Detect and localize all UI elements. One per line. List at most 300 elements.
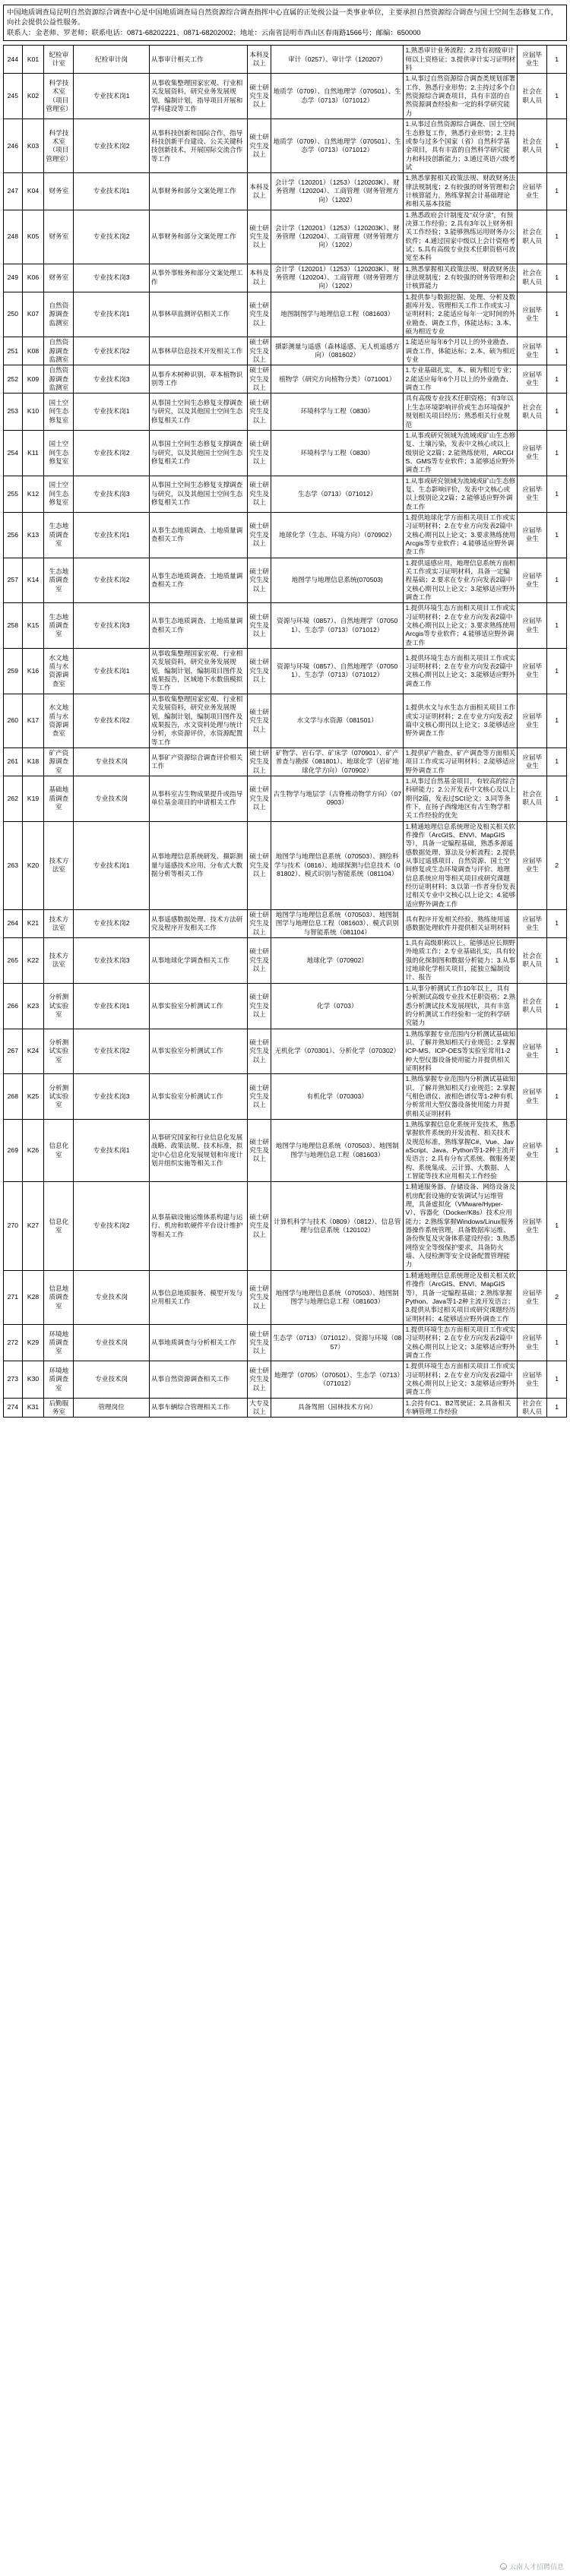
row-duty: 从事自然资源调查相关工作 [149, 1361, 247, 1398]
row-edu: 硕士研究生及以上 [248, 337, 271, 365]
row-count: 2 [547, 1270, 567, 1324]
row-no: 270 [4, 1182, 23, 1270]
row-major: 地图学与地理信息系统（070503）、地图制图学与地理信息工程（081603） [271, 1270, 404, 1324]
table-row [4, 74, 567, 119]
row-count: 1 [547, 1324, 567, 1361]
row-type: 社会在职人员 [518, 1398, 547, 1418]
row-code: K25 [22, 1074, 44, 1120]
row-title: 专业技术岗1 [74, 983, 150, 1029]
row-edu: 硕士研究生及以上 [248, 603, 271, 649]
table-row [4, 649, 567, 694]
row-type: 应届毕业生 [518, 173, 547, 210]
row-code: K21 [22, 910, 44, 938]
row-no: 262 [4, 776, 23, 821]
row-other: 1.熟悉掌握相关政策法规、财政财务法律法规制度；2.有较强的财务管理和会计核算能力 [404, 264, 518, 292]
row-other: 1.从事过自然资源综合调查类规划部署工作，熟悉行业形势；2.主持过多个自然资源综合调查项目，具有丰富的自然资源调查经验和一定的科学研究能力 [404, 74, 518, 119]
row-code: K31 [22, 1398, 44, 1418]
row-duty: 从事科室古生物成果提升或指导单位基金项目的申请相关工作 [149, 776, 247, 821]
row-other: 1.熟悉审计业务流程；2.持有初级审计师以上资格证；3.提供审计实习证明材料 [404, 46, 518, 74]
row-duty: 从事科技创新和国际合作，指导科技创新平台建设、公关关键科技创新技术，开展国际交流合作等工作 [149, 119, 247, 173]
row-edu: 硕士研究生及以上 [248, 512, 271, 558]
row-major: 地质学（0709）、自然地理学（070501）、生态学（0713）（071012） [271, 119, 404, 173]
row-other: 1.从事过自然资源综合调查、国土空间生态修复工作，熟悉行业形势；2.主持或参与过多个国家（省）自然科学基金项目，具有丰富的自然科学研究能力和科技创新能力；3.通过英语六级考试 [404, 119, 518, 173]
row-major: 资源与环境（0857）、自然地理学（070501）、生态学（0713）（071012） [271, 603, 404, 649]
row-dept: 技术方法室 [44, 821, 74, 909]
row-no: 267 [4, 1029, 23, 1074]
row-edu: 硕士研究生及以上 [248, 476, 271, 512]
row-major: 摄影测量与遥感（森林遥感、无人机遥感方向）（081602） [271, 337, 404, 365]
row-type: 社会在职人员 [518, 74, 547, 119]
row-type: 社会在职人员 [518, 210, 547, 264]
row-major: 审计（0257）、审计学（120207） [271, 46, 404, 74]
row-type: 应届毕业生 [518, 1029, 547, 1074]
row-other: 1.提供环境生态方面相关项目工作或实习证明材料；2.在专业方向发表2篇中文核心期刊以上论文；3.能够适应野外调查工作 [404, 1324, 518, 1361]
row-type: 社会在职人员 [518, 938, 547, 984]
row-major: 有机化学（070303） [271, 1074, 404, 1120]
row-no: 273 [4, 1361, 23, 1398]
row-code: K06 [22, 264, 44, 292]
row-duty: 从事林草信息技术开发相关工作 [149, 337, 247, 365]
row-code: K13 [22, 512, 44, 558]
row-no: 248 [4, 210, 23, 264]
table-row [4, 694, 567, 748]
row-dept: 分析测试实验室 [44, 983, 74, 1029]
row-other: 1.从事分析测试工作10年以上，具有分析测试高级专业技术任职资格；2.熟悉分析测试技术发展现状，具有丰富的分析测试工作经验和一定的科学研究能力 [404, 983, 518, 1029]
table-row [4, 173, 567, 210]
row-other: 1.提供遥感应用，地理信息系统方面相关工作或实习证明材料，具备一定编程基础；2.要求在专业方向发表2篇中文核心期刊以上论文；3.能够适应野外调查工作 [404, 558, 518, 603]
row-other: 1.熟练掌握专业范围内分析测试基础知识、了解并熟知相关行业规范；2.掌握气相色谱仪、液相色谱仪等1-2种有机分析常用大型仪器设备使用能力并提供相关证明材料 [404, 1074, 518, 1120]
row-other: 1.熟练掌握信息化系统开发技术，熟悉掌握软件系统的开发流程、相关技术及规范标准，熟练掌握C#、Vue、JavaScript、Java、Python等1-2种主流开发语言；2.具有分布式系统、微服务架构、系统集成、云计算、大数据、人工智能等技术应用相关工作经验 [404, 1119, 518, 1181]
row-code: K24 [22, 1029, 44, 1074]
row-dept: 水文地质与水资源调查室 [44, 694, 74, 748]
row-duty: 从事外事账务和部分文案处理工作 [149, 264, 247, 292]
row-major: 水文学与水资源（081501） [271, 694, 404, 748]
row-other: 1.从事或研究领域为流域或矿山生态修复、生态影响评价，发表中文核心或以上级别论文2篇；2.能够适应野外调查工作 [404, 476, 518, 512]
row-duty: 从事车辆综合管理相关工作 [149, 1398, 247, 1418]
row-duty: 从事地质调查与分析相关工作 [149, 1324, 247, 1361]
row-duty: 从事实验室分析测试工作 [149, 1074, 247, 1120]
row-dept: 信息化室 [44, 1119, 74, 1181]
row-code: K04 [22, 173, 44, 210]
row-title: 专业技术岗2 [74, 430, 150, 476]
row-other: 具有程序开发相关经验、熟练使用遥感数据处理软件并提供相关证明材料 [404, 910, 518, 938]
row-code: K09 [22, 365, 44, 394]
row-duty: 从事生态地质调查、土地质量调查相关工作 [149, 558, 247, 603]
row-count: 1 [547, 119, 567, 173]
row-code: K12 [22, 476, 44, 512]
row-title: 专业技术岗1 [74, 649, 150, 694]
row-dept: 国土空间生态修复室 [44, 430, 74, 476]
row-major: 地理学（0705）（070501）、生态学（0713）（071012） [271, 1361, 404, 1398]
table-row [4, 119, 567, 173]
row-duty: 从事遥感数据处理、技术方法研究及程序开发相关工作 [149, 910, 247, 938]
row-count: 1 [547, 46, 567, 74]
row-type: 社会在职人员 [518, 264, 547, 292]
row-count: 1 [547, 983, 567, 1029]
row-type: 应届毕业生 [518, 1074, 547, 1120]
row-major: 环境科学与工程（0830） [271, 430, 404, 476]
row-duty: 从事生态地质调查、土地质量调查相关工作 [149, 603, 247, 649]
row-type: 应届毕业生 [518, 1119, 547, 1181]
row-type: 应届毕业生 [518, 365, 547, 394]
table-row [4, 1074, 567, 1120]
row-dept: 财务室 [44, 210, 74, 264]
row-count: 1 [547, 264, 567, 292]
row-dept: 分析测试实验室 [44, 1029, 74, 1074]
row-type: 社会在职人员 [518, 983, 547, 1029]
row-code: K23 [22, 983, 44, 1029]
row-no: 261 [4, 748, 23, 776]
intro-contact: 联系人：金老师、罗老师；联系电话：0871-68202221、0871-68202002；地址：云南省昆明市西山区春雨路1566号；邮编：650000 [7, 28, 421, 36]
row-title: 管理岗位 [74, 1398, 150, 1418]
row-type: 应届毕业生 [518, 603, 547, 649]
row-dept: 财务室 [44, 264, 74, 292]
row-code: K02 [22, 74, 44, 119]
row-no: 266 [4, 983, 23, 1029]
row-edu: 本科及以上 [248, 46, 271, 74]
row-type: 应届毕业生 [518, 512, 547, 558]
row-type: 应届毕业生 [518, 1324, 547, 1361]
row-other: 1.提供矿产勘查、矿产调查等方面相关项目工作或实习证明材料；2.能够适应野外调查工作 [404, 748, 518, 776]
row-title: 专业技术岗 [74, 1324, 150, 1361]
row-duty: 从事收集整理国家宏观、行业相关发展资料，研究业务发展规划，编制计划，编制项目图件及成果报告，水文资料处理与统计分析，水资源评价，水资源配置等工作 [149, 694, 247, 748]
row-no: 255 [4, 476, 23, 512]
row-type: 应届毕业生 [518, 337, 547, 365]
row-edu: 硕士研究生及以上 [248, 821, 271, 909]
row-edu: 硕士研究生及以上 [248, 119, 271, 173]
row-no: 258 [4, 603, 23, 649]
table-row [4, 210, 567, 264]
row-no: 247 [4, 173, 23, 210]
row-code: K27 [22, 1182, 44, 1270]
table-row [4, 292, 567, 337]
row-code: K14 [22, 558, 44, 603]
row-edu: 硕士研究生及以上 [248, 1324, 271, 1361]
row-count: 1 [547, 649, 567, 694]
row-major: 地图学与地理信息系统（070503）、测绘科学与技术（0816）、地球探测与信息技术（081802）、模式识别与智能系统（081104） [271, 821, 404, 909]
row-code: K19 [22, 776, 44, 821]
row-duty: 从事生态地质调查、土地质量调查相关工作 [149, 512, 247, 558]
row-no: 263 [4, 821, 23, 909]
row-count: 1 [547, 603, 567, 649]
row-duty: 从事收集整理国家宏观、行业相关发展资料，研究业务发展规划，编制计划，编制项目图件及成果报告，区域地下水数值模拟等工作 [149, 649, 247, 694]
row-title: 专业技术岗2 [74, 910, 150, 938]
row-major: 地图学与地理信息系统（070503）、地图制图学与地理信息工程（081603）、模式识别与智能系统（081104） [271, 910, 404, 938]
row-dept: 基础地质调查室 [44, 776, 74, 821]
row-title: 专业技术岗3 [74, 1074, 150, 1120]
row-edu: 本科及以上 [248, 173, 271, 210]
row-type: 社会在职人员 [518, 776, 547, 821]
row-title: 专业技术岗 [74, 1270, 150, 1324]
row-dept: 国土空间生态修复室 [44, 476, 74, 512]
row-major: 古生物学与地层学（古脊椎动物学方向）（070903） [271, 776, 404, 821]
row-no: 271 [4, 1270, 23, 1324]
row-count: 1 [547, 910, 567, 938]
row-edu: 硕士研究生及以上 [248, 365, 271, 394]
row-code: K08 [22, 337, 44, 365]
row-duty: 从事国土空间生态修复支撑调查与研究，以及其他国土空间生态修复相关工作 [149, 394, 247, 430]
row-type: 应届毕业生 [518, 430, 547, 476]
row-count: 1 [547, 476, 567, 512]
row-major: 地球化学（生态、环境方向）（070902） [271, 512, 404, 558]
table-row [4, 748, 567, 776]
row-count: 1 [547, 748, 567, 776]
row-major: 生态学（0713）（071012） [271, 476, 404, 512]
row-edu: 硕士研究生及以上 [248, 694, 271, 748]
row-dept: 技术方法室 [44, 910, 74, 938]
row-duty: 从事地球化学调查相关工作 [149, 938, 247, 984]
row-duty: 从事财务和部分文案处理工作 [149, 173, 247, 210]
row-type: 应届毕业生 [518, 46, 547, 74]
row-major: 生态学（0713）（071012）、资源与环境（0857） [271, 1324, 404, 1361]
row-other: 1.提供环境生态方面相关项目工作或实习证明材料；2.在专业方向发表2篇中文核心期刊以上论文；3.能够适应野外调查工作 [404, 649, 518, 694]
row-other: 1.能适应每年6个月以上的外业勘查、调查工作，体能达标；2.本、硕为相近专业 [404, 337, 518, 365]
row-title: 专业技术岗1 [74, 292, 150, 337]
row-title: 专业技术岗2 [74, 694, 150, 748]
row-dept: 生态地质调查室 [44, 603, 74, 649]
row-title: 专业技术岗 [74, 1361, 150, 1398]
row-title: 纪检审计岗 [74, 46, 150, 74]
row-no: 269 [4, 1119, 23, 1181]
row-major: 会计学（120201）（1253）（120203K）、财务管理（120204）、工商管理（财务管理方向）（1202） [271, 173, 404, 210]
row-major: 矿物学、岩石学、矿床学（070901）、矿产普查与勘探（081801）、地球化学（岩矿地球化学方向）（070902） [271, 748, 404, 776]
row-other: 1.专业基础扎实，本、硕为相近专业；2.能适应每年6个月以上的外业勘查、调查工作 [404, 365, 518, 394]
row-code: K22 [22, 938, 44, 984]
row-duty: 从事国土空间生态修复支撑调查与研究，以及其他国土空间生态修复相关工作 [149, 476, 247, 512]
row-dept: 自然资源调查监测室 [44, 337, 74, 365]
row-no: 252 [4, 365, 23, 394]
row-count: 1 [547, 1361, 567, 1398]
row-title: 专业技术岗3 [74, 603, 150, 649]
row-type: 应届毕业生 [518, 1270, 547, 1324]
watermark [500, 2562, 564, 2571]
row-edu: 硕士研究生及以上 [248, 748, 271, 776]
row-dept: 财务室 [44, 173, 74, 210]
row-count: 1 [547, 292, 567, 337]
row-dept: 技术方法室 [44, 938, 74, 984]
row-edu: 硕士研究生及以上 [248, 210, 271, 264]
row-edu: 硕士研究生及以上 [248, 1029, 271, 1074]
row-type: 应届毕业生 [518, 558, 547, 603]
row-no: 246 [4, 119, 23, 173]
row-other: 1.熟练掌握专业范围内分析测试基础知识、了解并熟知相关行业规范；2.掌握ICP-MS、ICP-OES等实验室常用1-2种大型仪器设备使用能力并提供相关证明材料 [404, 1029, 518, 1074]
row-title: 专业技术岗2 [74, 210, 150, 264]
row-other: 1.会持有C1、B2驾驶证；2.具备相关车辆管理工作经验 [404, 1398, 518, 1418]
row-dept: 科学技术室（项目管理室） [44, 119, 74, 173]
row-code: K30 [22, 1361, 44, 1398]
table-row [4, 1398, 567, 1418]
row-count: 1 [547, 337, 567, 365]
row-duty: 从事实验室分析测试工作 [149, 1029, 247, 1074]
row-no: 274 [4, 1398, 23, 1418]
table-row [4, 821, 567, 909]
table-row [4, 776, 567, 821]
table-row [4, 1182, 567, 1270]
row-duty: 从事林草监测评估相关工作 [149, 292, 247, 337]
row-dept: 信息地质调查室 [44, 1270, 74, 1324]
row-code: K20 [22, 821, 44, 909]
row-duty: 从事基础设施运维体系构建与运行、机房和软硬件平台设计维护等相关工作 [149, 1182, 247, 1270]
row-dept: 分析测试实验室 [44, 1074, 74, 1120]
row-major: 地图制图学与地理信息工程（081603） [271, 292, 404, 337]
row-edu: 硕士研究生及以上 [248, 1119, 271, 1181]
row-title: 专业技术岗2 [74, 337, 150, 365]
row-other: 1.熟悉政府会计制度及“双分录”，有预决算工作经验；2.具有3年以上财务相关工作经验；3.能够熟练运用财务办公软件；4.通过国家中级以上会计资格考试；5.具有高级专业技术任职资格可放宽至本科 [404, 210, 518, 264]
row-edu: 硕士研究生及以上 [248, 1270, 271, 1324]
row-type: 应届毕业生 [518, 649, 547, 694]
row-dept: 生态地质调查室 [44, 558, 74, 603]
row-dept: 科学技术室（项目管理室） [44, 74, 74, 119]
row-code: K03 [22, 119, 44, 173]
row-count: 1 [547, 365, 567, 394]
row-count: 1 [547, 1182, 567, 1270]
row-count: 1 [547, 558, 567, 603]
row-dept: 国土空间生态修复室 [44, 394, 74, 430]
wechat-icon [500, 2563, 507, 2570]
row-no: 251 [4, 337, 23, 365]
row-type: 应届毕业生 [518, 1182, 547, 1270]
intro-paragraph: 中国地质调查局昆明自然资源综合调查中心是中国地质调查局自然资源综合调查指挥中心直属的正处级公益一类事业单位，主要承担自然资源综合调查与国土空间生态修复工作，向社会提供公益性服务。 [7, 8, 559, 27]
row-count: 1 [547, 938, 567, 984]
row-title: 专业技术岗2 [74, 558, 150, 603]
row-no: 259 [4, 649, 23, 694]
row-type: 应届毕业生 [518, 694, 547, 748]
row-major: 资源与环境（0857）、自然地理学（070501）、生态学（0713）（071012） [271, 649, 404, 694]
row-edu: 硕士研究生及以上 [248, 1182, 271, 1270]
row-edu: 硕士研究生及以上 [248, 1074, 271, 1120]
row-code: K10 [22, 394, 44, 430]
row-other: 1.从事过自然基金项目，有较高的综合科研能力；2.公开发表中文核心及以上期刊2篇，发表过SCI论文；3.同等条件下，在扬子西缘地区有古生物学相关工作经验的优先 [404, 776, 518, 821]
row-other: 1.从事或研究领域为流域或矿山生态修复、土壤污染，发表中文核心或以上级别论文2篇；2.能熟练使用，ARCGIS、GMS等专业软件；3.能够适应野外调查工作 [404, 430, 518, 476]
table-row [4, 910, 567, 938]
row-no: 253 [4, 394, 23, 430]
row-duty: 从事地理信息系统研发、摄影测量与遥感技术应用、分布式大数据分析等相关工作 [149, 821, 247, 909]
table-row [4, 1029, 567, 1074]
row-count: 1 [547, 776, 567, 821]
row-count: 1 [547, 394, 567, 430]
row-major: 会计学（120201）（1253）（120203K）、财务管理（120204）、工商管理（财务管理方向）（1202） [271, 264, 404, 292]
row-other: 1.提供水文与水生态方面相关项目工作或实习证明材料；2.在专业方向发表2篇中文核心期刊以上论文；3.能够适应野外调查工作 [404, 694, 518, 748]
table-row [4, 558, 567, 603]
row-duty: 从事信息地质服务、模型开发与应用相关工作 [149, 1270, 247, 1324]
row-title: 专业技术岗3 [74, 264, 150, 292]
row-dept: 生态地质调查室 [44, 512, 74, 558]
row-duty: 从事实验室分析测试工作 [149, 983, 247, 1029]
row-title: 专业技术岗2 [74, 1029, 150, 1074]
row-edu: 硕士研究生及以上 [248, 1361, 271, 1398]
row-dept: 环境地质调查室 [44, 1361, 74, 1398]
row-other: 1.精通地理信息系统理论及相关相关软件操作（ArcGIS、ENVI、MapGIS等），具备一定编程基础，熟悉多源遥感数据处理、算法及分析流程；2.提供从事过遥感项目、自然资源、国土空间修复或生态环境调查与评价、地理信息系统应用等相关项目或研究课题经历证明材料；3.以第一作者身份发表过相关专业中文核心以上论文；4.能够适应野外调查工作 [404, 821, 518, 909]
row-dept: 信息化室 [44, 1182, 74, 1270]
row-title: 专业技术岗 [74, 748, 150, 776]
row-edu: 硕士研究生及以上 [248, 938, 271, 984]
row-code: K29 [22, 1324, 44, 1361]
row-dept: 自然资源调查监测室 [44, 292, 74, 337]
row-title: 专业技术岗1 [74, 821, 150, 909]
row-other: 1.提供参与数据挖掘、处理、分析及数据库开发、管理相关工作工作或实习证明材料；2.能适应每年一定时间的外业勘查、调查工作，体能达标；3.本、硕为相近专业 [404, 292, 518, 337]
row-duty: 从事收集整理国家宏观、行业相关发展资料，研究业务发展规划，编制计划，指导项目开展和学科建设等工作 [149, 74, 247, 119]
row-title: 专业技术岗1 [74, 173, 150, 210]
row-type: 应届毕业生 [518, 910, 547, 938]
row-no: 250 [4, 292, 23, 337]
row-title: 专业技术岗2 [74, 119, 150, 173]
row-count: 1 [547, 210, 567, 264]
table-row [4, 365, 567, 394]
row-edu: 硕士研究生及以上 [248, 910, 271, 938]
row-type: 应届毕业生 [518, 821, 547, 909]
row-code: K11 [22, 430, 44, 476]
row-other: 1.精通服务器、存储设备、网络设备及机房配套设施的安装调试与运维管理，具备虚拟化（VMware/Hyper-V）、容器化（Docker/K8s）技术应用能力；2.熟练掌握Windows/Linux服务器操作系统管理，具备数据库运维、备份恢复及灾备体系建设经验；3.熟悉网络安全等级保护要求，具备防火墙、入侵检测等安全设备配置管理能力 [404, 1182, 518, 1270]
row-dept: 纪检审计室 [44, 46, 74, 74]
row-type: 应届毕业生 [518, 748, 547, 776]
row-code: K01 [22, 46, 44, 74]
row-count: 1 [547, 74, 567, 119]
recruitment-announcement-page [0, 5, 570, 2576]
table-row [4, 46, 567, 74]
row-edu: 硕士研究生及以上 [248, 776, 271, 821]
row-major: 计算机科学与技术（0809）（0812）、信息管理与信息系统（120102） [271, 1182, 404, 1270]
row-title: 专业技术岗1 [74, 74, 150, 119]
row-count: 1 [547, 173, 567, 210]
row-no: 257 [4, 558, 23, 603]
row-other: 1.提供环境生态方面相关项目工作或实习证明材料；2.在专业方向发表2篇中文核心期刊以上论文；3.能够适应野外调查工作 [404, 1361, 518, 1398]
row-count: 1 [547, 1119, 567, 1181]
row-title: 专业技术岗1 [74, 394, 150, 430]
row-dept: 环境地质调查室 [44, 1324, 74, 1361]
row-other: 1.具有高级职称以上，能够适应长期野外地质工作；2.专业基础扎实，具有较强的化探制图和数据分析能力；3.从事过地球化学相关项目，能独立编制设计、报告 [404, 938, 518, 984]
row-major: 化学（0703） [271, 983, 404, 1029]
row-major: 无机化学（070301）、分析化学（070302） [271, 1029, 404, 1074]
row-edu: 硕士研究生及以上 [248, 983, 271, 1029]
row-edu: 硕士研究生及以上 [248, 558, 271, 603]
row-title: 专业技术岗1 [74, 512, 150, 558]
row-major: 地图学与地理信息系统(070503) [271, 558, 404, 603]
table-row [4, 938, 567, 984]
row-duty: 从事财务和部分文案处理工作 [149, 210, 247, 264]
table-row [4, 603, 567, 649]
table-row [4, 264, 567, 292]
row-edu: 硕士研究生及以上 [248, 292, 271, 337]
table-row [4, 1119, 567, 1181]
row-code: K05 [22, 210, 44, 264]
table-row [4, 1324, 567, 1361]
row-no: 264 [4, 910, 23, 938]
row-type: 社会在职人员 [518, 394, 547, 430]
row-title: 专业技术岗1 [74, 1119, 150, 1181]
row-other: 1.提供环境生态方面相关项目工作或实习证明材料；2.在专业方向发表2篇中文核心期刊以上论文；3.要求熟练使用Arcgis等专业软件；4.能够适应野外调查工作 [404, 603, 518, 649]
table-row [4, 430, 567, 476]
table-row [4, 394, 567, 430]
row-duty: 从事乔木树种识别、草本植物识别等工作 [149, 365, 247, 394]
row-major: 环境科学与工程（0830） [271, 394, 404, 430]
row-dept: 后勤服务室 [44, 1398, 74, 1418]
row-major: 地质学（0709）、自然地理学（070501）、生态学（0713）（071012） [271, 74, 404, 119]
intro-box [3, 5, 567, 41]
row-count: 1 [547, 1029, 567, 1074]
row-duty: 从事研究国家和行业信息化发展战略、政策法规、技术标准，拟定中心信息化发展规划和年度计划并组织实施等相关工作 [149, 1119, 247, 1181]
row-edu: 大专及以上 [248, 1398, 271, 1418]
table-row [4, 512, 567, 558]
row-edu: 硕士研究生及以上 [248, 649, 271, 694]
row-other: 具有高级专业技术任职资格；有3年以上生态环境影响评价或生态环境保护规划相关项目经历；熟悉相关行业规范 [404, 394, 518, 430]
row-code: K16 [22, 649, 44, 694]
row-duty: 从事国土空间生态修复支撑调查与研究，以及其他国土空间生态修复相关工作 [149, 430, 247, 476]
row-count: 1 [547, 430, 567, 476]
watermark-label: 云南人才招聘信息 [508, 2563, 564, 2571]
row-count: 1 [547, 1074, 567, 1120]
row-edu: 本科及以上 [248, 264, 271, 292]
row-type: 社会在职人员 [518, 119, 547, 173]
